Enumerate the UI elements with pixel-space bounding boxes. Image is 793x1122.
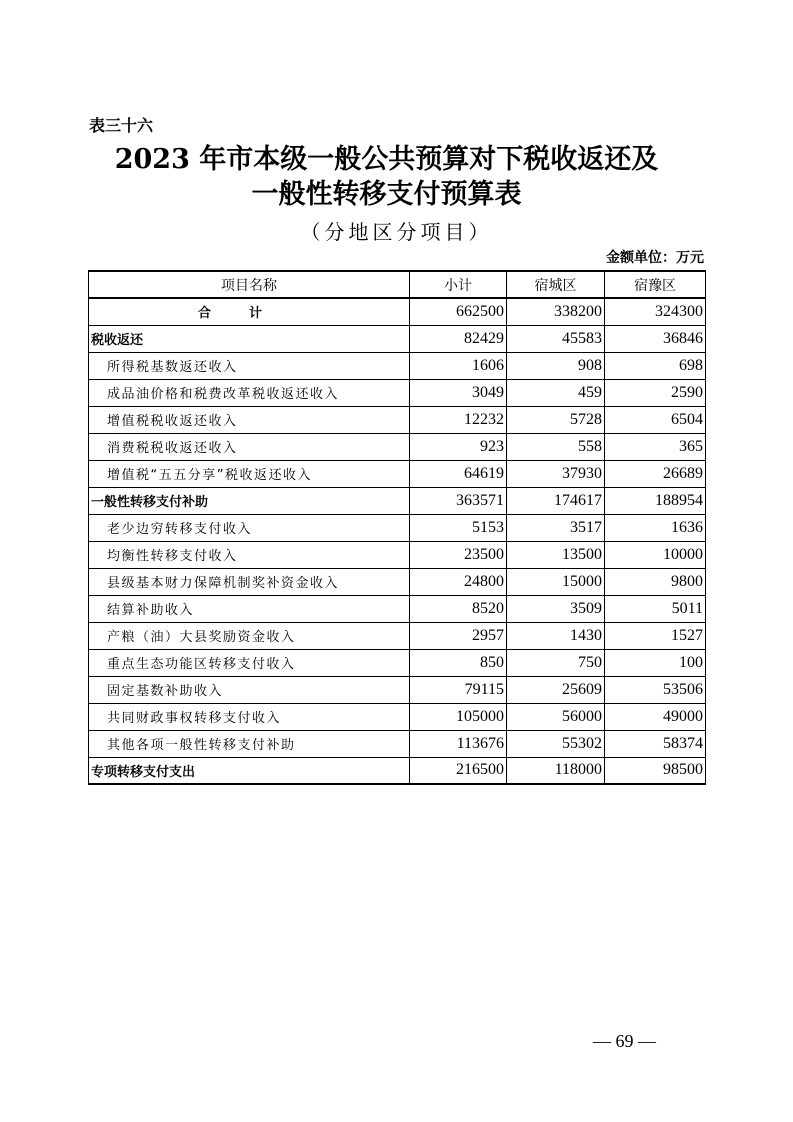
row-item-name: 老少边穷转移支付收入 [89,514,410,541]
row-subtotal: 82429 [410,325,507,352]
row-subtotal: 113676 [410,730,507,757]
table-row [89,730,706,757]
row-sucheng: 55302 [507,730,605,757]
row-item-name: 固定基数补助收入 [89,676,410,703]
header-subtotal: 小计 [410,271,507,298]
row-sucheng: 558 [507,433,605,460]
row-suyu: 100 [605,649,706,676]
row-item-name: 增值税“五五分享”税收返还收入 [89,460,410,487]
row-suyu: 36846 [605,325,706,352]
row-suyu: 58374 [605,730,706,757]
row-suyu: 5011 [605,595,706,622]
row-item-name: 所得税基数返还收入 [89,352,410,379]
table-row [89,298,706,325]
row-item-name: 产粮（油）大县奖励资金收入 [89,622,410,649]
row-item-name: 消费税税收返还收入 [89,433,410,460]
budget-table [88,270,706,785]
table-row [89,595,706,622]
row-sucheng: 459 [507,379,605,406]
row-subtotal: 8520 [410,595,507,622]
row-suyu: 49000 [605,703,706,730]
row-item-name: 成品油价格和税费改革税收返还收入 [89,379,410,406]
table-row [89,406,706,433]
row-sucheng: 25609 [507,676,605,703]
row-item-name: 重点生态功能区转移支付收入 [89,649,410,676]
row-item-name: 均衡性转移支付收入 [89,541,410,568]
row-suyu: 10000 [605,541,706,568]
row-sucheng: 118000 [507,757,605,784]
row-subtotal: 3049 [410,379,507,406]
row-subtotal: 216500 [410,757,507,784]
table-row [89,541,706,568]
header-item-name: 项目名称 [89,271,410,298]
row-sucheng: 3509 [507,595,605,622]
row-subtotal: 79115 [410,676,507,703]
row-subtotal: 12232 [410,406,507,433]
page-title-line2: 一般性转移支付预算表 [251,179,522,210]
row-item-name: 共同财政事权转移支付收入 [89,703,410,730]
header-suyu: 宿豫区 [605,271,706,298]
row-subtotal: 23500 [410,541,507,568]
row-suyu: 698 [605,352,706,379]
row-subtotal: 850 [410,649,507,676]
table-row [89,487,706,514]
table-row [89,460,706,487]
row-subtotal: 64619 [410,460,507,487]
table-row [89,352,706,379]
row-sucheng: 56000 [507,703,605,730]
row-subtotal: 2957 [410,622,507,649]
row-suyu: 98500 [605,757,706,784]
table-row [89,433,706,460]
table-row [89,757,706,784]
row-suyu: 9800 [605,568,706,595]
row-sucheng: 750 [507,649,605,676]
row-suyu: 324300 [605,298,706,325]
row-sucheng: 1430 [507,622,605,649]
row-sucheng: 908 [507,352,605,379]
table-row [89,379,706,406]
row-item-name: 其他各项一般性转移支付补助 [89,730,410,757]
row-subtotal: 363571 [410,487,507,514]
table-row [89,676,706,703]
row-item-name: 一般性转移支付补助 [89,487,410,514]
row-item-name: 增值税税收返还收入 [89,406,410,433]
table-row [89,622,706,649]
row-item-name: 结算补助收入 [89,595,410,622]
row-sucheng: 15000 [507,568,605,595]
table-row [89,649,706,676]
row-subtotal: 1606 [410,352,507,379]
row-sucheng: 5728 [507,406,605,433]
row-item-name: 合计 [89,298,410,325]
row-subtotal: 24800 [410,568,507,595]
row-sucheng: 174617 [507,487,605,514]
unit-label: 金额单位：万元 [606,250,704,266]
table-row [89,325,706,352]
table-label: 表三十六 [89,116,154,135]
row-suyu: 188954 [605,487,706,514]
row-sucheng: 338200 [507,298,605,325]
row-suyu: 1636 [605,514,706,541]
row-suyu: 6504 [605,406,706,433]
row-suyu: 1527 [605,622,706,649]
row-suyu: 365 [605,433,706,460]
header-sucheng: 宿城区 [507,271,605,298]
table-header-row [89,271,706,298]
table-row [89,703,706,730]
row-subtotal: 5153 [410,514,507,541]
row-item-name: 专项转移支付支出 [89,757,410,784]
row-sucheng: 37930 [507,460,605,487]
row-suyu: 26689 [605,460,706,487]
row-sucheng: 3517 [507,514,605,541]
page-number: — 69 — [593,1031,656,1051]
row-item-name: 县级基本财力保障机制奖补资金收入 [89,568,410,595]
row-item-name: 税收返还 [89,325,410,352]
row-subtotal: 662500 [410,298,507,325]
table-row [89,514,706,541]
row-sucheng: 13500 [507,541,605,568]
row-subtotal: 923 [410,433,507,460]
row-suyu: 53506 [605,676,706,703]
row-subtotal: 105000 [410,703,507,730]
row-sucheng: 45583 [507,325,605,352]
page-subtitle: （分地区分项目） [300,220,493,244]
row-suyu: 2590 [605,379,706,406]
table-row [89,568,706,595]
page-title-line1: 2023 年市本级一般公共预算对下税收返还及 [114,144,659,175]
